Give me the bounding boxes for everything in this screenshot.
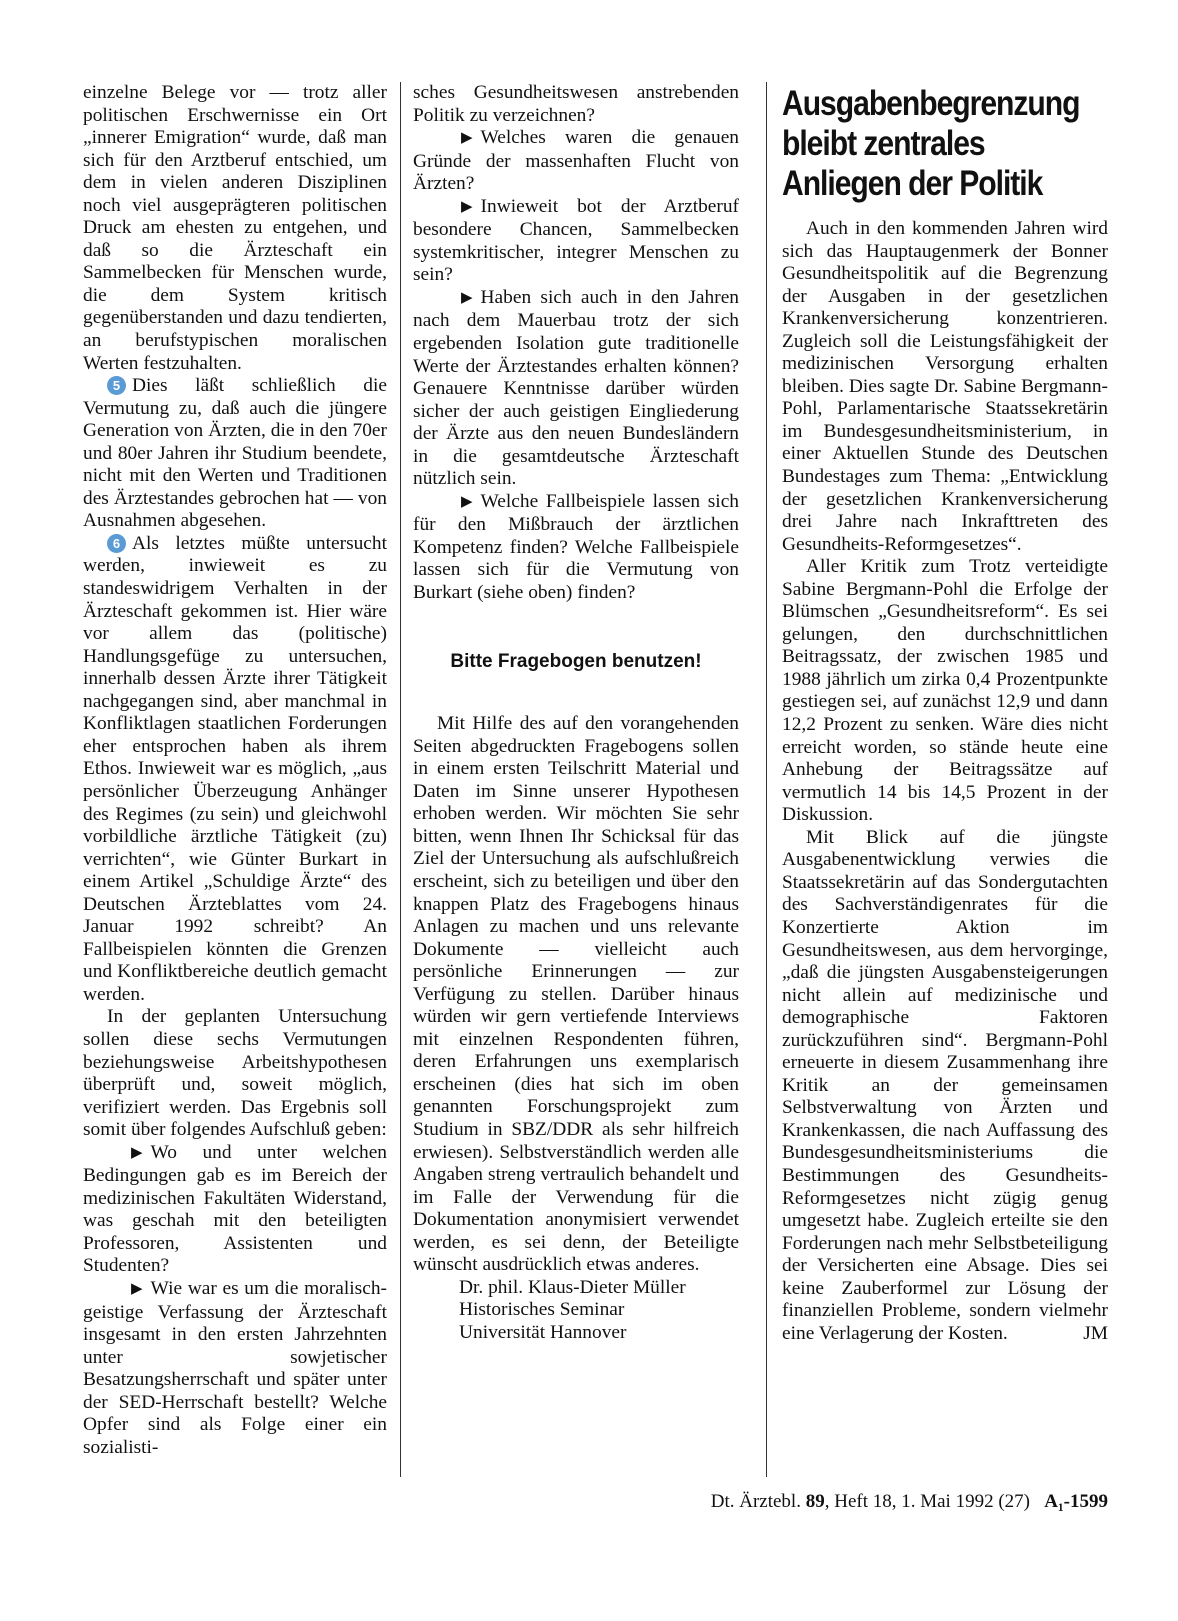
article-headline xyxy=(782,84,1109,204)
volume-number: 89 xyxy=(805,1491,825,1512)
question-text: Welches waren die genauen Gründe der massenhaften Flucht von Ärzten? xyxy=(413,127,739,195)
signature-name: Dr. phil. Klaus-Dieter Müller xyxy=(459,1276,686,1298)
triangle-bullet-icon: ▶ xyxy=(461,289,473,306)
section-subheading: Bitte Fragebogen benutzen! xyxy=(450,650,702,672)
page-footer xyxy=(648,1491,1108,1513)
number-6-badge: 6 xyxy=(107,534,126,553)
column-rule-right xyxy=(766,82,767,1477)
question-item xyxy=(83,1142,387,1278)
headline-line: bleibt zentrales xyxy=(782,124,985,163)
paragraph: In der geplanten Untersuchung sollen diese sechs Vermutungen beziehungsweise Arbeitshypothesen überprüft und, soweit möglich, verifiziert werden. Das Ergebnis soll somit über folgendes Aufschluß geben: xyxy=(83,1006,387,1141)
headline-line: Anliegen der Politik xyxy=(782,164,1043,203)
paragraph xyxy=(782,827,1108,1346)
paragraph-text: Als letztes müßte untersucht werden, inwieweit es zu standeswidrigem Verhalten in der Ärzteschaft gekommen ist. Hier wäre vor allem das (politische) Handlungsgefüge zu untersuchen, innerhalb dessen Ärzte ihrer Tätigkeit nachgegangen sind, aber manchmal in Konfliktlagen staatlichen Forderungen eher entsprochen haben als ihrem Ethos. Inwieweit war es möglich, „aus persönlicher Überzeugung Anhänger des Regimes (zu sein) und gleichwohl vorbildliche ärztliche Tätigkeit (zu) verrichten“, wie Günter Burkart in einem Artikel „Schuldige Ärzte“ des Deutschen Ärzteblattes vom 24. Januar 1992 schreibt? An Fallbeispielen könnten die Grenzen und Konfliktbereiche deutlich gemacht werden. xyxy=(83,532,387,1005)
paragraph-5 xyxy=(83,375,387,533)
paragraph: sches Gesundheitswesen anstrebenden Politik zu verzeichnen? xyxy=(413,82,739,126)
triangle-bullet-icon: ▶ xyxy=(461,198,473,215)
question-text: Wo und unter welchen Bedingungen gab es im Bereich der medizinischen Fakultäten Widerstand, was geschah mit den beteiligten Professoren, Assistenten und Studenten? xyxy=(83,1141,387,1277)
triangle-bullet-icon: ▶ xyxy=(131,1280,143,1297)
triangle-bullet-icon: ▶ xyxy=(461,493,473,510)
signature-affiliation: Historisches Seminar xyxy=(459,1299,625,1321)
column-1 xyxy=(83,82,387,1459)
issue-info: , Heft 18, 1. Mai 1992 (27) xyxy=(824,1491,1030,1512)
triangle-bullet-icon: ▶ xyxy=(461,130,473,147)
headline-line: Ausgabenbegrenzung xyxy=(782,84,1080,123)
paragraph: Auch in den kommenden Jahren wird sich das Hauptaugenmerk der Bonner Gesundheitspolitik auf die Begrenzung der Ausgaben in der gesetzlichen Krankenversicherung konzentrieren. Zugleich soll die Leistungsfähigkeit der medizinischen Versorgung erhalten bleiben. Dies sagte Dr. Sabine Bergmann-Pohl, Parlamentarische Staatssekretärin im Bundesgesundheitsministerium, in einer Aktuellen Stunde des Deutschen Bundestages zum Thema: „Entwicklung der gesetzlichen Krankenversicherung drei Jahre nach Inkrafttreten des Gesundheits-Reformgesetzes“. xyxy=(782,218,1108,555)
question-item xyxy=(413,196,739,287)
question-item xyxy=(413,287,739,491)
paragraph-text: Mit Blick auf die jüngste Ausgabenentwicklung verwies die Staatssekretärin auf das Sondergutachten des Sachverständigenrates für die Konzertierte Aktion im Gesundheitswesen, aus dem hervorginge, „daß die jüngsten Ausgabensteigerungen nicht allein auf medizinische und demographische Faktoren zurückzuführen sind“. Bergmann-Pohl erneuerte in diesem Zusammenhang ihre Kritik an der gemeinsamen Selbstverwaltung von Ärzten und Krankenkassen, die nach Auffassung des Bundesgesundheitsministeriums die Bestimmungen des Gesundheits-Reformgesetzes nicht zügig genug umgesetzt habe. Zugleich erteilte sie den Forderungen nach mehr Selbstbeteiligung der Versicherten eine Absage. Dies sei keine Zauberformel zur Lösung der finanziellen Probleme, sondern vielmehr eine Verlagerung der Kosten. xyxy=(782,826,1108,1344)
question-text: Wie war es um die moralisch-geistige Verfassung der Ärzteschaft insgesamt in den ersten Jahrzehnten unter sowjetischer Besatzungsherrschaft und später unter der SED-Herrschaft bestellt? Welche Opfer sind als Folge einer ein sozialisti- xyxy=(83,1277,387,1458)
author-initials: JM xyxy=(1083,1322,1108,1344)
question-item xyxy=(413,127,739,196)
signature-institution: Universität Hannover xyxy=(459,1321,627,1343)
author-signature xyxy=(413,1277,739,1345)
question-text: Welche Fallbeispiele lassen sich für den Mißbrauch der ärztlichen Kompetenz finden? Welche Fallbeispiele lassen sich für die Vermutung von Burkart (siehe oben) finden? xyxy=(413,490,739,604)
paragraph-6 xyxy=(83,533,387,1006)
question-item xyxy=(83,1278,387,1459)
paragraph: Aller Kritik zum Trotz verteidigte Sabine Bergmann-Pohl die Erfolge der Blümschen „Gesundheitsreform“. Es sei gelungen, den durchschnittlichen Beitragssatz, der zwischen 1985 und 1988 jährlich um zirka 0,4 Prozentpunkte gestiegen sei, auf zunächst 12,9 und dann 12,2 Prozent zu senken. Wäre dies nicht erreicht worden, so stände heute eine Anhebung der Beitragssätze auf vermutlich 14 bis 14,5 Prozent in der Diskussion. xyxy=(782,556,1108,826)
paragraph-text: Dies läßt schließlich die Vermutung zu, daß auch die jüngere Generation von Ärzten, die in den 70er und 80er Jahren ihr Studium beendete, nicht mit den Werten und Traditionen des Ärztestandes gebrochen hat — von Ausnahmen abgesehen. xyxy=(83,375,387,532)
question-text: Inwieweit bot der Arztberuf besondere Chancen, Sammelbecken systemkritischer, integrer Menschen zu sein? xyxy=(413,195,739,286)
column-2 xyxy=(413,82,739,1344)
column-rule-left xyxy=(400,82,401,1477)
question-item xyxy=(413,491,739,605)
question-text: Haben sich auch in den Jahren nach dem Mauerbau trotz der sich ergebenden Isolation gute traditionelle Werte der Ärztestandes erhalten können? Genauere Kenntnisse darüber würden sicher der auch geistigen Eingliederung der Ärzte aus den neuen Bundesländern in die gesamtdeutsche Ärzteschaft nützlich sein. xyxy=(413,286,739,490)
triangle-bullet-icon: ▶ xyxy=(131,1144,143,1161)
paragraph: einzelne Belege vor — trotz aller politischen Erschwernisse ein Ort „innerer Emigration“ wurde, daß man sich für den Arztberuf entschied, um dem in vielen anderen Disziplinen noch viel ausgeprägteren politischen Druck am ehesten zu entgehen, und daß so die Ärzteschaft ein Sammelbecken für Menschen wurde, die dem System kritisch gegenüberstanden und dazu tendierten, an berufstypischen moralischen Werten festzuhalten. xyxy=(83,82,387,374)
number-5-badge: 5 xyxy=(107,376,126,395)
paragraph: Mit Hilfe des auf den vorangehenden Seiten abgedruckten Fragebogens sollen in einem ersten Teilschritt Material und Daten im Sinne unserer Hypothesen erhoben werden. Wir möchten Sie sehr bitten, wenn Ihnen Ihr Schicksal für das Ziel der Untersuchung als aufschlußreich erscheint, sich zu beteiligen und über den knappen Platz des Fragebogens hinaus Anlagen zu machen und uns relevante Dokumente — vielleicht auch persönliche Erinnerungen — zur Verfügung zu stellen. Darüber hinaus würden wir gern vertiefende Interviews mit einzelnen Respondenten führen, deren Erfahrungen uns exemplarisch erscheinen (dies hat sich im oben genannten Forschungsprojekt zum Studium in SBZ/DDR als sehr hilfreich erwiesen). Selbstverständlich werden alle Angaben streng vertraulich behandelt und im Falle der Verwendung für die Dokumentation anonymisiert verwendet werden, es sei denn, der Beteiligte wünscht ausdrücklich etwas anderes. xyxy=(413,713,739,1276)
page-number: A₁-1599 xyxy=(1044,1491,1108,1512)
journal-name: Dt. Ärztebl. xyxy=(710,1491,801,1512)
column-3 xyxy=(782,84,1108,1345)
